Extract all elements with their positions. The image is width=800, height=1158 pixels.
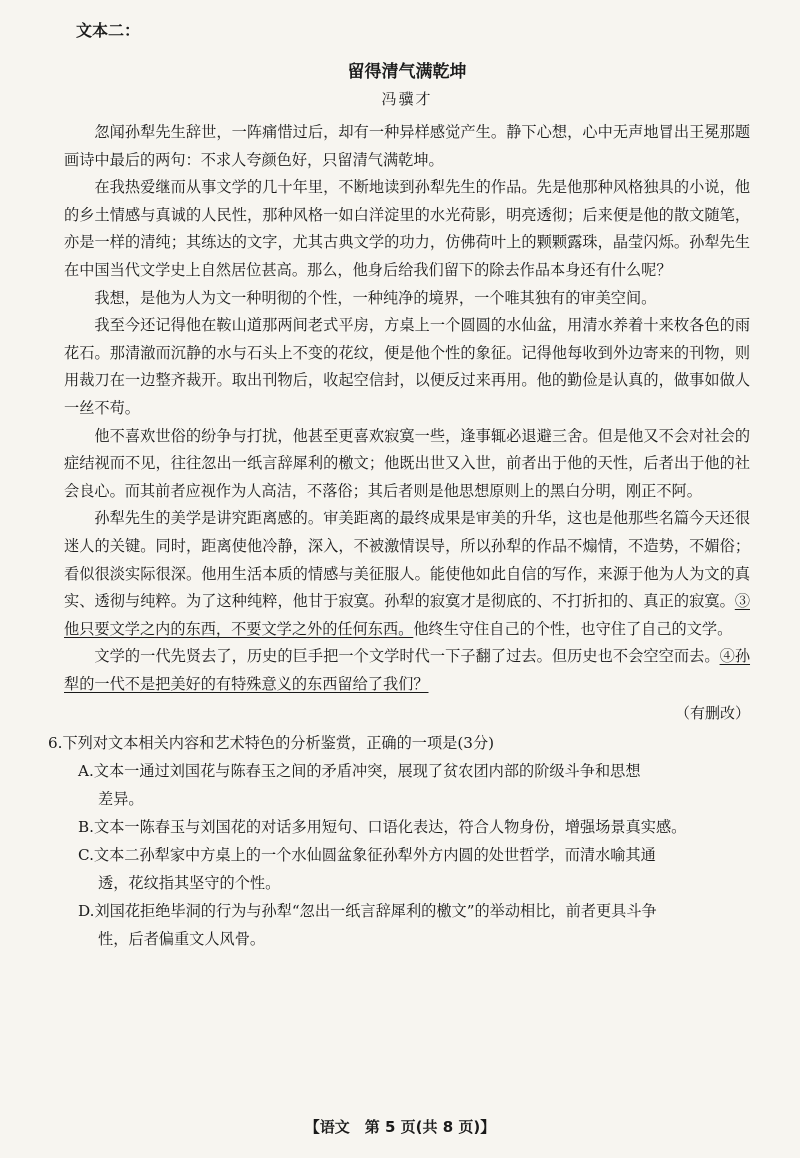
- underlined-sentence-4: ④孙犁的一代不是把美好的有特殊意义的东西留给了我们？: [64, 647, 751, 693]
- option-d-text: 刘国花拒绝毕洞的行为与孙犁“忽出一纸言辞犀利的檄文”的举动相比，前者更具斗争: [94, 902, 657, 921]
- paragraph-5: 他不喜欢世俗的纷争与打扰，他甚至更喜欢寂寞一些，逢事辄必退避三舍。但是他又不会对社会的症结视而不见，往往忽出一纸言辞犀利的檄文；他既出世又入世，前者出于他的天性，后者出于他的社会良心。而其前者应视作为人高洁，不落俗；其后者则是他思想原则上的黑白分明，刚正不阿。: [64, 426, 750, 500]
- option-a: [78, 757, 750, 813]
- option-a-text: 文本一通过刘国花与陈春玉之间的矛盾冲突，展现了贫农团内部的阶级斗争和思想: [93, 762, 641, 781]
- page-footer: 【语文 第 5 页(共 8 页)】: [304, 1118, 496, 1136]
- paragraph-1: 忽闻孙犁先生辞世，一阵痛惜过后，却有一种异样感觉产生。静下心想，心中无声地冒出王冕那题画诗中最后的两句：不求人夸颜色好，只留清气满乾坤。: [64, 123, 750, 169]
- option-b: [78, 813, 750, 841]
- paragraph-4: 我至今还记得他在鞍山道那两间老式平房，方桌上一个圆圆的水仙盆，用清水养着十来枚各色的雨花石。那清澈而沉静的水与石头上不变的花纹，便是他个性的象征。记得他每收到外边寄来的刊物，则用裁刀在一边整齐裁开。取出刊物后，收起空信封，以便反过来再用。他的勤俭是认真的，做事如做人一丝不苟。: [64, 316, 750, 417]
- edit-note: （有删改）: [674, 704, 750, 723]
- option-c-letter: C.: [78, 846, 94, 865]
- option-c-cont: 透，花纹指其坚守的个性。: [98, 874, 281, 893]
- paragraph-7-text: 文学的一代先贤去了，历史的巨手把一个文学时代一下子翻了过去。但历史也不会空空而去。: [94, 647, 720, 666]
- paragraph-3: 我想，是他为人为文一种明彻的个性，一种纯净的境界，一个唯其独有的审美空间。: [94, 288, 657, 307]
- section-label: 文本二：: [76, 21, 141, 40]
- paragraph-6: [64, 505, 750, 643]
- article-author: 冯骥才: [381, 90, 433, 108]
- article-title: 留得清气满乾坤: [347, 62, 467, 82]
- question-6-stem: 6.下列对文本相关内容和艺术特色的分析鉴赏，正确的一项是(3分): [48, 734, 495, 753]
- paragraph-6-tail: 他终生守住自己的个性，也守住了自己的文学。: [413, 619, 733, 638]
- paragraph-6-text: 孙犁先生的美学是讲究距离感的。审美距离的最终成果是审美的升华，这也是他那些名篇今天还很迷人的关键。同时，距离使他冷静，深入，不被激情误导，所以孙犁的作品不煽情，不造势，不媚俗；看似很淡实际很深。他用生活本质的情感与美征服人。能使他如此自信的写作，来源于他为人为文的真实、透彻与纯粹。为了这种纯粹，他甘于寂寞。孙犁的寂寞才是彻底的、不打折扣的、真正的寂寞。: [64, 509, 750, 611]
- option-a-letter: A.: [78, 762, 94, 781]
- option-c: [78, 841, 750, 897]
- option-b-text: 文本一陈春玉与刘国花的对话多用短句、口语化表达，符合人物身份，增强场景真实感。: [94, 818, 687, 837]
- paragraph-7: [64, 643, 750, 698]
- option-a-cont: 差异。: [98, 790, 144, 809]
- option-d-cont: 性，后者偏重文人风骨。: [98, 930, 266, 949]
- option-d: [78, 897, 750, 953]
- option-d-letter: D.: [78, 902, 95, 921]
- paragraph-2: 在我热爱继而从事文学的几十年里，不断地读到孙犁先生的作品。先是他那种风格独具的小说，他的乡土情感与真诚的人民性，那种风格一如白洋淀里的水光荷影，明亮透彻；后来便是他的散文随笔，亦是一样的清纯；其练达的文字，尤其古典文学的功力，仿佛荷叶上的颗颗露珠，晶莹闪烁。孙犁先生在中国当代文学史上自然居位甚高。那么，他身后给我们留下的除去作品本身还有什么呢？: [64, 178, 750, 279]
- underlined-sentence-3: ③他只要文学之内的东西，不要文学之外的任何东西。: [64, 592, 750, 638]
- option-b-letter: B.: [78, 818, 94, 837]
- option-c-text: 文本二孙犁家中方桌上的一个水仙圆盆象征孙犁外方内圆的处世哲学，而清水喻其通: [93, 846, 656, 865]
